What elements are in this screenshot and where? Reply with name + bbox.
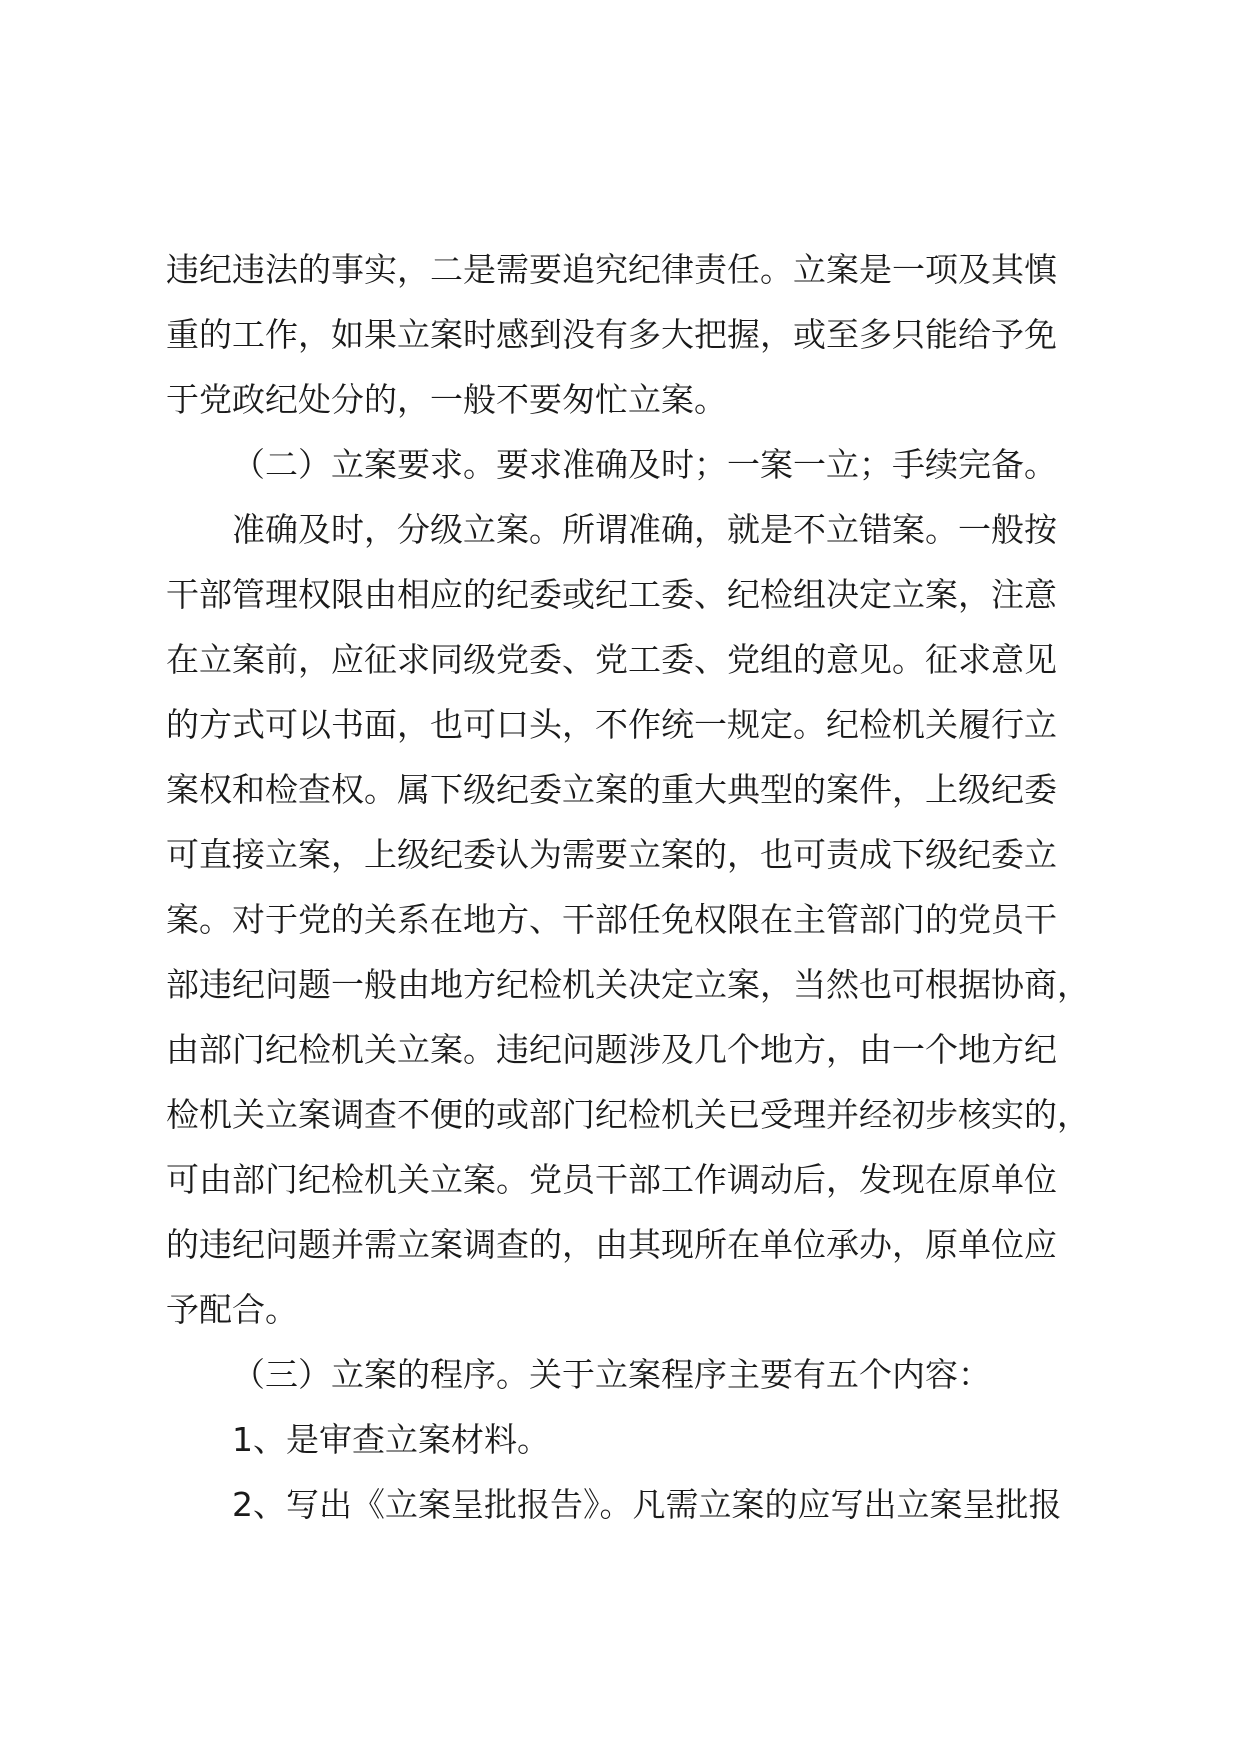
list-item: 1、是审查立案材料。 (232, 1420, 550, 1459)
text-line: 干部管理权限由相应的纪委或纪工委、纪检组决定立案，注意 (166, 575, 1057, 614)
body-text (166, 237, 1126, 1537)
text-line: 部违纪问题一般由地方纪检机关决定立案，当然也可根据协商， (166, 965, 1090, 1004)
text-line: 检机关立案调查不便的或部门纪检机关已受理并经初步核实的， (166, 1095, 1090, 1134)
text-line: 重的工作，如果立案时感到没有多大把握，或至多只能给予免 (166, 315, 1057, 354)
section-heading: （三）立案的程序。关于立案程序主要有五个内容： (232, 1355, 991, 1394)
text-line: 可直接立案，上级纪委认为需要立案的，也可责成下级纪委立 (166, 835, 1057, 874)
section-heading: （二）立案要求。要求准确及时；一案一立；手续完备。 (232, 445, 1057, 484)
list-item: 2、写出《立案呈批报告》。凡需立案的应写出立案呈批报 (232, 1485, 1062, 1524)
text-line: 在立案前，应征求同级党委、党工委、党组的意见。征求意见 (166, 640, 1057, 679)
text-line: 案。对于党的关系在地方、干部任免权限在主管部门的党员干 (166, 900, 1057, 939)
text-line: 的违纪问题并需立案调查的，由其现所在单位承办，原单位应 (166, 1225, 1057, 1264)
text-line: 可由部门纪检机关立案。党员干部工作调动后，发现在原单位 (166, 1160, 1057, 1199)
text-line: 予配合。 (166, 1290, 298, 1329)
text-line: 违纪违法的事实，二是需要追究纪律责任。立案是一项及其慎 (166, 250, 1057, 289)
text-line: 案权和检查权。属下级纪委立案的重大典型的案件，上级纪委 (166, 770, 1057, 809)
text-line: 的方式可以书面，也可口头，不作统一规定。纪检机关履行立 (166, 705, 1057, 744)
text-line: 于党政纪处分的，一般不要匆忙立案。 (166, 380, 727, 419)
paragraph-start: 准确及时，分级立案。所谓准确，就是不立错案。一般按 (232, 510, 1057, 549)
text-line: 由部门纪检机关立案。违纪问题涉及几个地方，由一个地方纪 (166, 1030, 1057, 1069)
